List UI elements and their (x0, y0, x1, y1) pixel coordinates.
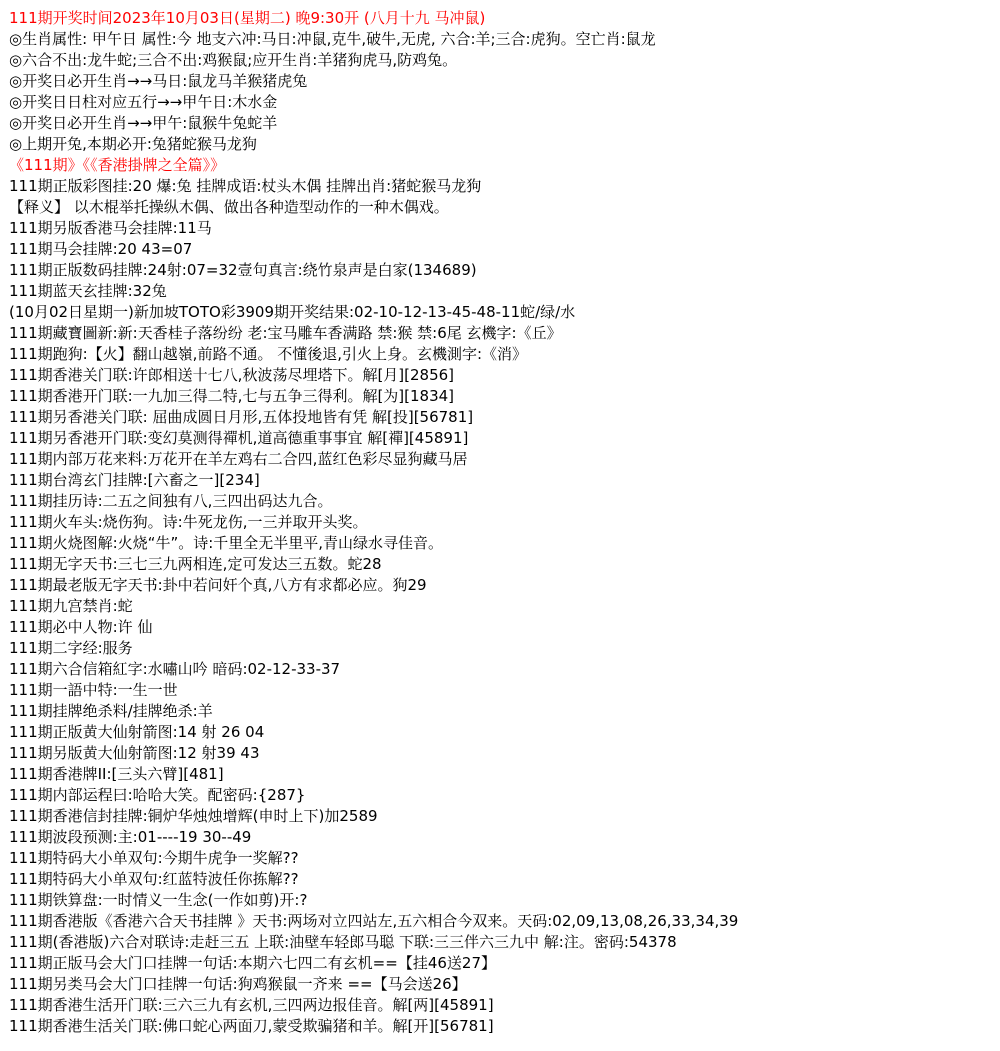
text-line: 111期香港生活开门联:三六三九有玄机,三四两边报佳音。解[两][45891] (9, 996, 494, 1014)
text-line: 111期香港牌II:[三头六臂][481] (9, 765, 224, 783)
text-line: 111期火烧图解:火烧“牛”。诗:千里全无半里平,青山绿水寻佳音。 (9, 534, 444, 552)
text-line: ◎开奖日必开生肖→→马日:鼠龙马羊猴猪虎兔 (9, 72, 308, 90)
text-line: 111期必中人物:许 仙 (9, 618, 153, 636)
text-line: 111期特码大小单双句:今期牛虎争一奖解?? (9, 849, 299, 867)
text-line: ◎开奖日日柱对应五行→→甲午日:木水金 (9, 93, 278, 111)
text-line: 111期另香港开门联:变幻莫测得禪机,道高德重事事宜 解[禪][45891] (9, 429, 469, 447)
text-line: 111期香港开门联:一九加三得二特,七与五争三得利。解[为][1834] (9, 387, 455, 405)
text-line: 111期另香港关门联: 屈曲成圆日月形,五体投地皆有凭 解[投][56781] (9, 408, 474, 426)
text-line: 111期蓝天玄挂牌:32兔 (9, 282, 167, 300)
text-line: ◎生肖属性: 甲午日 属性:今 地支六冲:马日:冲鼠,克牛,破牛,无虎, 六合:羊;三合:虎狗。空亡肖:鼠龙 (9, 30, 656, 48)
text-line: 111期香港版《香港六合天书挂牌 》天书:两场对立四站左,五六相合今双来。天码:02,09,13,08,26,33,34,39 (9, 912, 739, 930)
text-line: 111期一語中特:一生一世 (9, 681, 178, 699)
text-line: 111期藏寶圖新:新:天香桂子落纷纷 老:宝马雕车香满路 禁:猴 禁:6尾 玄機字:《丘》 (9, 324, 562, 342)
text-line: 111期铁算盘:一时情义一生念(一作如剪)开:? (9, 891, 308, 909)
text-line: 111期六合信箱紅字:水嘯山吟 暗码:02-12-33-37 (9, 660, 341, 678)
text-line: 111期台湾玄门挂牌:[六畜之一][234] (9, 471, 260, 489)
text-line: 111期跑狗:【火】翻山越嶺,前路不通。 不懂後退,引火上身。玄機測字:《消》 (9, 345, 528, 363)
text-line: 111期正版马会大门口挂牌一句话:本期六七四二有玄机==【挂46送27】 (9, 954, 496, 972)
text-line: 111期二字经:服务 (9, 639, 133, 657)
heading-line: 111期开奖时间2023年10月03日(星期二) 晚9:30开 (八月十九 马冲鼠) (9, 9, 486, 27)
document-body (9, 8, 994, 1037)
text-line: 111期最老版无字天书:卦中若问奸个真,八方有求都必应。狗29 (9, 576, 427, 594)
text-line: ◎开奖日必开生肖→→甲午:鼠猴牛兔蛇羊 (9, 114, 278, 132)
text-line: 111期正版彩图挂:20 爆:兔 挂牌成语:杖头木偶 挂牌出肖:猪蛇猴马龙狗 (9, 177, 482, 195)
text-line: 111期香港关门联:许郎相送十七八,秋波荡尽埋塔下。解[月][2856] (9, 366, 455, 384)
text-line: 【释义】 以木棍举托操纵木偶、做出各种造型动作的一种木偶戏。 (9, 198, 449, 216)
text-line: 111期火车头:烧伤狗。诗:牛死龙伤,一三并取开头奖。 (9, 513, 368, 531)
text-line: 111期香港信封挂牌:铜炉华烛烛增辉(申时上下)加2589 (9, 807, 378, 825)
text-line: 111期挂历诗:二五之间独有八,三四出码达九合。 (9, 492, 333, 510)
text-line: 111期无字天书:三七三九两相连,定可发达三五数。蛇28 (9, 555, 382, 573)
text-line: 111期(香港版)六合对联诗:走赶三五 上联:油壁车轻郎马聪 下联:三三伴六三九中 解:注。密码:54378 (9, 933, 677, 951)
heading-line: 《111期》《《香港掛牌之全篇》》 (9, 156, 226, 174)
text-line: 111期另版香港马会挂牌:11马 (9, 219, 212, 237)
text-line: 111期波段预测:主:01----19 30--49 (9, 828, 252, 846)
text-line: 111期九宫禁肖:蛇 (9, 597, 133, 615)
text-line: 111期另类马会大门口挂牌一句话:狗鸡猴鼠一齐来 ==【马会送26】 (9, 975, 467, 993)
text-line: ◎上期开兔,本期必开:兔猪蛇猴马龙狗 (9, 135, 257, 153)
text-line: 111期正版数码挂牌:24射:07=32壹句真言:绕竹泉声是白家(134689) (9, 261, 477, 279)
text-line: 111期挂牌绝杀料/挂牌绝杀:羊 (9, 702, 213, 720)
text-line: 111期内部运程曰:哈哈大笑。配密码:{287} (9, 786, 306, 804)
text-line: 111期特码大小单双句:红蓝特波任你拣解?? (9, 870, 299, 888)
text-line: (10月02日星期一)新加坡TOTO彩3909期开奖结果:02-10-12-13-45-48-11蛇/绿/水 (9, 303, 576, 321)
text-line: 111期马会挂牌:20 43=07 (9, 240, 193, 258)
text-line: ◎六合不出:龙牛蛇;三合不出:鸡猴鼠;应开生肖:羊猪狗虎马,防鸡兔。 (9, 51, 458, 69)
text-line: 111期另版黄大仙射箭图:12 射39 43 (9, 744, 260, 762)
text-line: 111期内部万花来料:万花开在羊左鸡右二合四,蓝红色彩尽显狗藏马居 (9, 450, 468, 468)
text-line: 111期正版黄大仙射箭图:14 射 26 04 (9, 723, 265, 741)
text-line: 111期香港生活关门联:佛口蛇心两面刀,蒙受欺骗猪和羊。解[开][56781] (9, 1017, 494, 1035)
